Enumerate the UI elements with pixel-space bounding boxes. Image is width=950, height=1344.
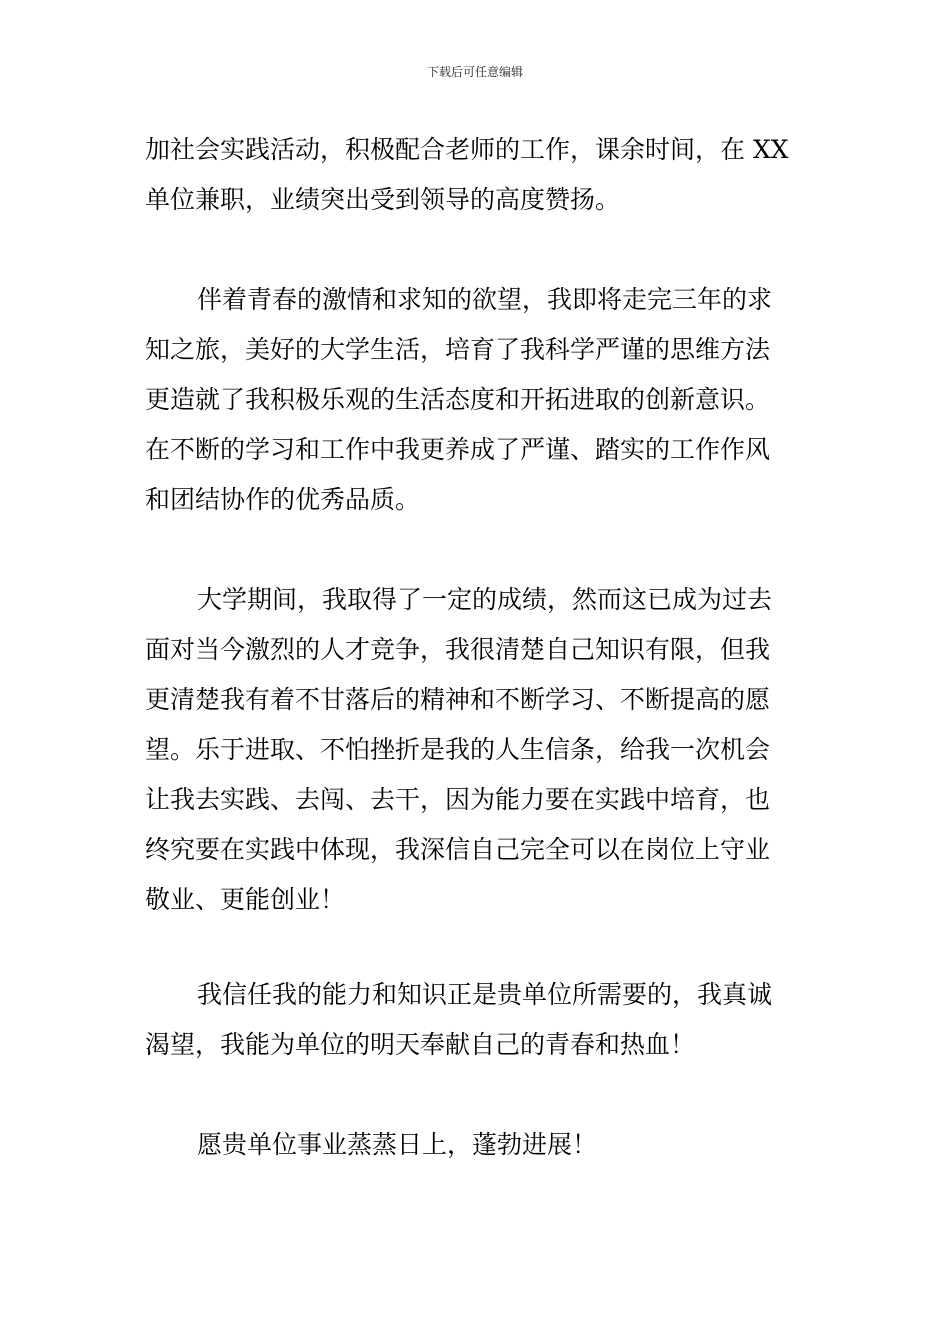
paragraph-4 [145,970,813,1070]
paragraph-2 [145,275,813,525]
paragraph-line: 愿贵单位事业蒸蒸日上，蓬勃进展！ [197,1130,598,1159]
paragraph-line: 终究要在实践中体现，我深信自己完全可以在岗位上守业 [145,835,771,864]
paragraph-5 [145,1120,813,1170]
paragraph-line: 更造就了我积极乐观的生活态度和开拓进取的创新意识。 [145,385,771,414]
paragraph-1 [145,125,813,225]
paragraph-line: 敬业、更能创业！ [145,885,346,914]
paragraph-3 [145,575,813,925]
paragraph-line: 和团结协作的优秀品质。 [145,485,421,514]
paragraph-line: 知之旅，美好的大学生活，培育了我科学严谨的思维方法 [145,335,771,364]
paragraph-line: 大学期间，我取得了一定的成绩，然而这已成为过去 [197,585,773,614]
paragraph-line: 望。乐于进取、不怕挫折是我的人生信条，给我一次机会 [145,735,771,764]
paragraph-line: 伴着青春的激情和求知的欲望，我即将走完三年的求 [197,285,773,314]
paragraph-line: 在不断的学习和工作中我更养成了严谨、踏实的工作作风 [145,435,771,464]
page-header: 下载后可任意编辑 [426,65,523,79]
paragraph-line: 更清楚我有着不甘落后的精神和不断学习、不断提高的愿 [145,685,771,714]
paragraph-line: 加社会实践活动，积极配合老师的工作，课余时间，在 XX [145,135,789,164]
paragraph-line: 面对当今激烈的人才竞争，我很清楚自己知识有限，但我 [145,635,771,664]
paragraph-line: 我信任我的能力和知识正是贵单位所需要的，我真诚 [197,980,773,1009]
paragraph-line: 单位兼职，业绩突出受到领导的高度赞扬。 [145,185,621,214]
paragraph-line: 让我去实践、去闯、去干，因为能力要在实践中培育，也 [145,785,771,814]
paragraph-line: 渴望，我能为单位的明天奉献自己的青春和热血！ [145,1030,696,1059]
